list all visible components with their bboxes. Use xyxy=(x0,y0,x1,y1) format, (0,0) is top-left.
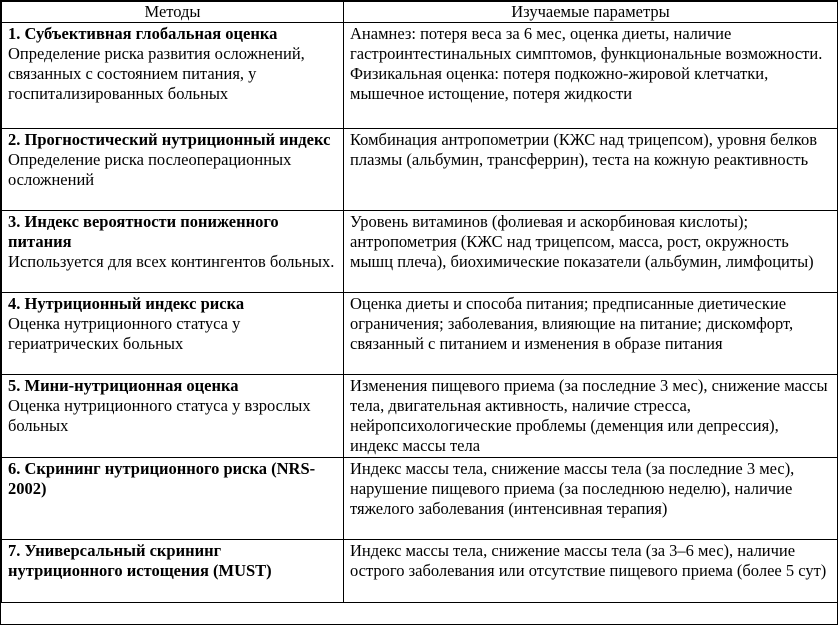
method-title: 3. Индекс вероятности пониженного питания xyxy=(8,212,279,251)
methods-table xyxy=(1,1,838,603)
table-row xyxy=(2,375,838,458)
method-title: 1. Субъективная глобальная оценка xyxy=(8,24,278,43)
method-cell xyxy=(2,375,344,458)
method-title: 5. Мини-нутриционная оценка xyxy=(8,376,239,395)
method-cell xyxy=(2,458,344,540)
params-text: Индекс массы тела, снижение массы тела (за последние 3 мес), нарушение пищевого приема (за последнюю неделю), наличие тяжелого заболевания (интенсивная терапия) xyxy=(350,459,795,518)
params-cell xyxy=(344,375,838,458)
params-cell xyxy=(344,211,838,293)
table-row xyxy=(2,129,838,211)
header-methods: Методы xyxy=(2,2,344,23)
method-cell xyxy=(2,23,344,129)
table-row xyxy=(2,211,838,293)
params-cell xyxy=(344,129,838,211)
method-description: Оценка нутриционного статуса у гериатрических больных xyxy=(8,314,241,353)
method-description: Оценка нутриционного статуса у взрослых больных xyxy=(8,396,311,435)
params-text: Изменения пищевого приема (за последние 3 мес), снижение массы тела, двигательная активность, наличие стресса, нейропсихологические проблемы (деменция или депрессия), индекс массы тела xyxy=(350,376,828,455)
method-description: Используется для всех контингентов больных. xyxy=(8,252,335,271)
params-text: Анамнез: потеря веса за 6 мес, оценка диеты, наличие гастроинтестинальных симптомов, функциональные возможности. xyxy=(350,24,823,63)
method-cell xyxy=(2,293,344,375)
method-title: 4. Нутриционный индекс риска xyxy=(8,294,245,313)
method-cell xyxy=(2,540,344,603)
method-description: Определение риска развития осложнений, связанных с состоянием питания, у госпитализированных больных xyxy=(8,44,305,103)
table-header-row xyxy=(2,2,838,23)
method-cell xyxy=(2,211,344,293)
params-text: Оценка диеты и способа питания; предписанные диетические ограничения; заболевания, влияющие на питание; дискомфорт, связанный с питанием и изменения в образе питания xyxy=(350,294,794,353)
method-title: 7. Универсальный скрининг нутриционного истощения (MUST) xyxy=(8,541,272,580)
table-row xyxy=(2,458,838,540)
table-row xyxy=(2,23,838,129)
params-cell xyxy=(344,23,838,129)
params-cell xyxy=(344,458,838,540)
params-text: Физикальная оценка: потеря подкожно-жировой клетчатки, мышечное истощение, потеря жидкости xyxy=(350,64,769,103)
header-params: Изучаемые параметры xyxy=(344,2,838,23)
method-title: 2. Прогностический нутриционный индекс xyxy=(8,130,331,149)
params-cell xyxy=(344,293,838,375)
method-title: 6. Скрининг нутриционного риска (NRS-2002) xyxy=(8,459,316,498)
method-cell xyxy=(2,129,344,211)
params-text: Индекс массы тела, снижение массы тела (за 3–6 мес), наличие острого заболевания или отсутствие пищевого приема (более 5 сут) xyxy=(350,541,827,580)
table-row xyxy=(2,540,838,603)
params-cell xyxy=(344,540,838,603)
params-text: Комбинация антропометрии (КЖС над трицепсом), уровня белков плазмы (альбумин, трансферрин), теста на кожную реактивность xyxy=(350,130,817,169)
table-row xyxy=(2,293,838,375)
params-text: Уровень витаминов (фолиевая и аскорбиновая кислоты); антропометрия (КЖС над трицепсом, масса, рост, окружность мышц плеча), биохимические показатели (альбумин, лимфоциты) xyxy=(350,212,814,271)
method-description: Определение риска послеоперационных осложнений xyxy=(8,150,292,189)
